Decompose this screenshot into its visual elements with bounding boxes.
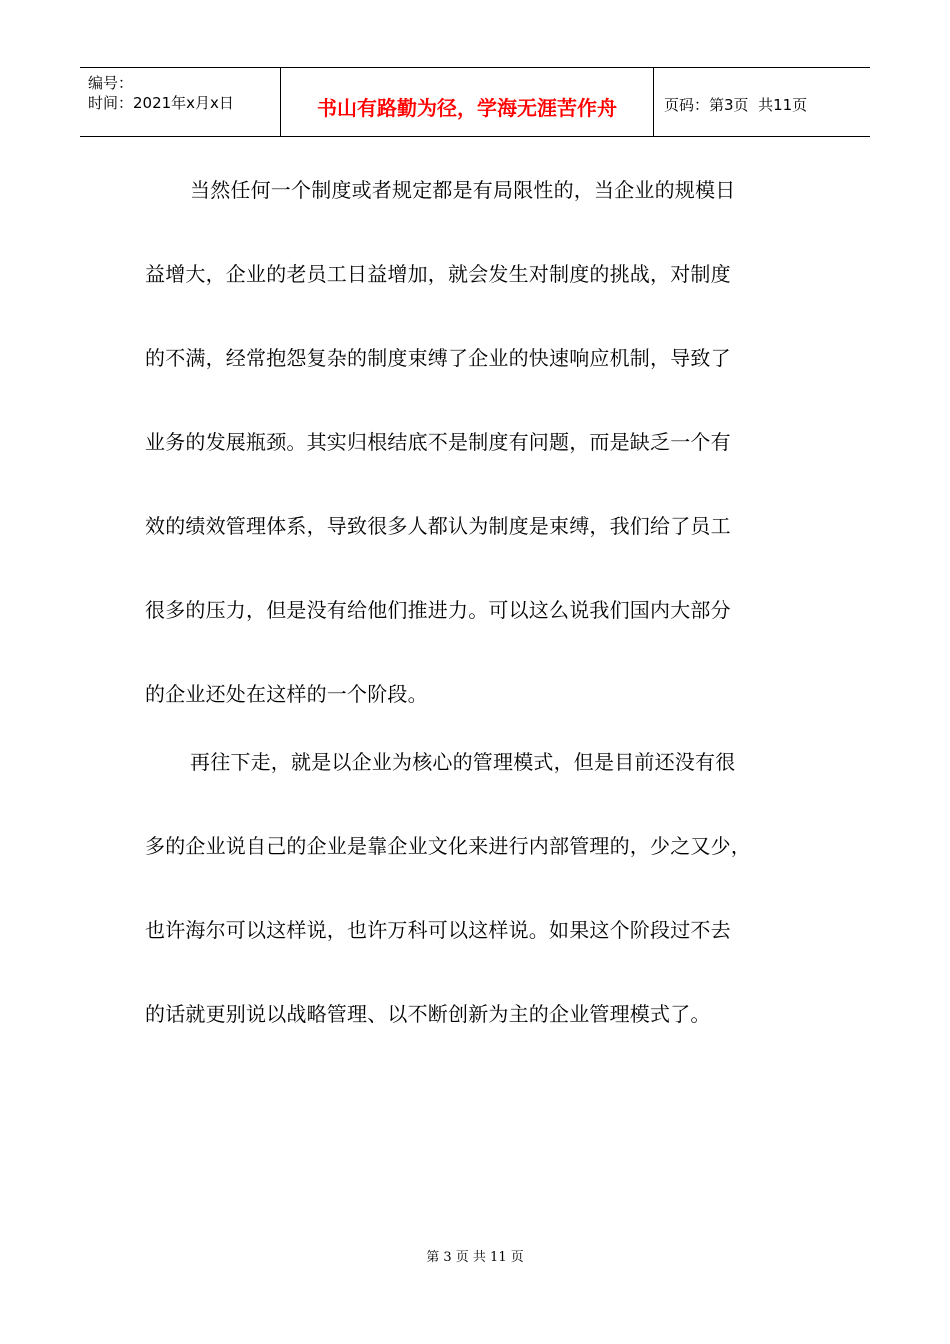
text-line: 效的绩效管理体系，导致很多人都认为制度是束缚，我们给了员工 <box>145 514 731 538</box>
header-motto-cell <box>281 68 654 136</box>
header-meta <box>80 68 281 136</box>
page-info: 页码：第3页 共11页 <box>664 96 808 114</box>
text-line: 多的企业说自己的企业是靠企业文化来进行内部管理的，少之又少， <box>145 834 751 858</box>
text-line: 的不满，经常抱怨复杂的制度束缚了企业的快速响应机制，导致了 <box>145 346 731 370</box>
text-line: 业务的发展瓶颈。其实归根结底不是制度有问题，而是缺乏一个有 <box>145 430 731 454</box>
page-header <box>80 67 870 137</box>
header-page-cell <box>654 68 870 136</box>
text-line: 益增大，企业的老员工日益增加，就会发生对制度的挑战，对制度 <box>145 262 731 286</box>
page-footer: 第 3 页 共 11 页 <box>426 1250 524 1265</box>
motto: 书山有路勤为径，学海无涯苦作舟 <box>317 96 617 120</box>
text-line: 也许海尔可以这样说，也许万科可以这样说。如果这个阶段过不去 <box>145 918 731 942</box>
text-line: 的话就更别说以战略管理、以不断创新为主的企业管理模式了。 <box>145 1002 711 1026</box>
text-line: 很多的压力，但是没有给他们推进力。可以这么说我们国内大部分 <box>145 598 731 622</box>
number-label: 编号： <box>88 74 134 92</box>
text-line: 当然任何一个制度或者规定都是有局限性的，当企业的规模日 <box>190 178 736 202</box>
text-line: 的企业还处在这样的一个阶段。 <box>145 682 428 706</box>
date-label: 时间：2021年x月x日 <box>88 94 234 112</box>
text-line: 再往下走，就是以企业为核心的管理模式，但是目前还没有很 <box>190 750 736 774</box>
